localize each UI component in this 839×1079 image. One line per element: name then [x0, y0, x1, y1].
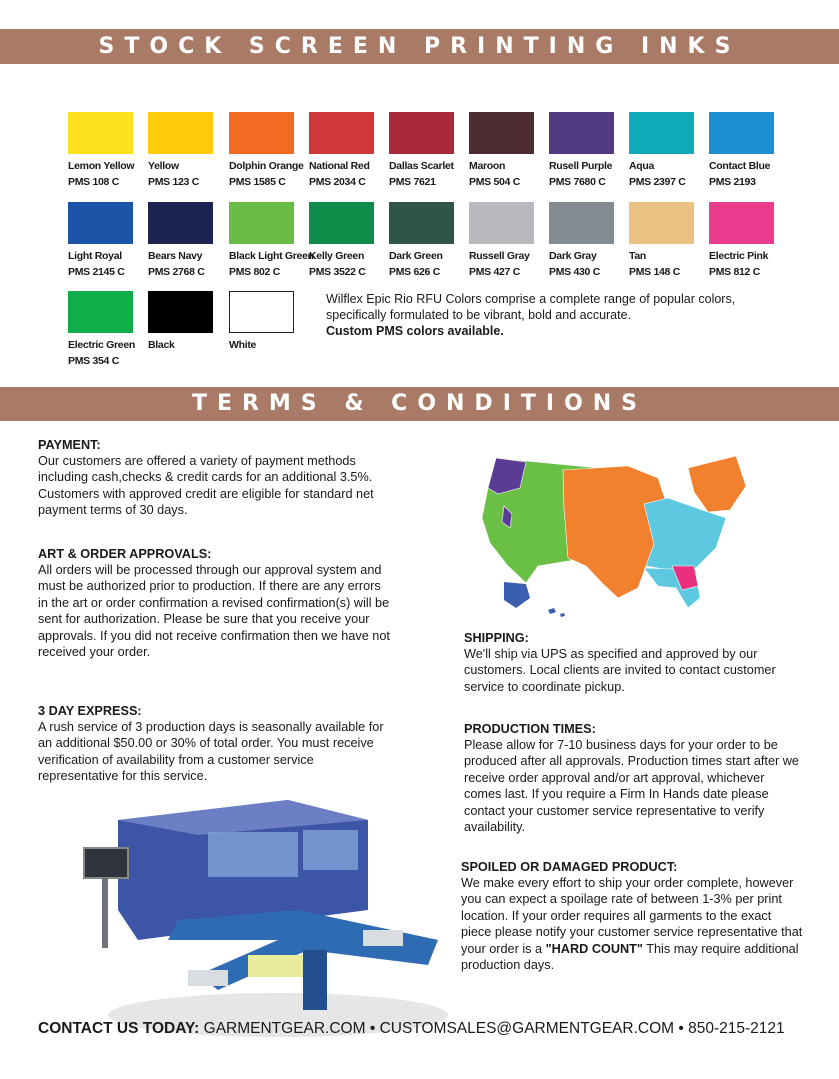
swatch-name: Bears Navy: [148, 250, 203, 262]
swatch-chip: [148, 202, 213, 244]
swatch-electric-green: [68, 291, 135, 369]
press-base: [303, 950, 327, 1010]
swatch-contact-blue: [709, 112, 774, 190]
swatch-lemon-yellow: [68, 112, 134, 190]
swatch-pms: PMS 430 C: [549, 266, 600, 278]
swatch-yellow: [148, 112, 213, 190]
swatch-pms: PMS 123 C: [148, 176, 199, 188]
swatch-pms: PMS 2145 C: [68, 266, 125, 278]
swatch-name: Electric Green: [68, 339, 136, 351]
swatch-name: Aqua: [629, 160, 655, 172]
swatch-pms: PMS 504 C: [469, 176, 520, 188]
rio-note-text: Wilflex Epic Rio RFU Colors comprise a complete range of popular colors, specifically formulated to be vibrant, bold and accurate.: [326, 292, 736, 322]
contact-label: CONTACT US TODAY:: [38, 1020, 200, 1037]
swatch-name: Tan: [629, 250, 646, 262]
stock-inks-header: STOCK SCREEN PRINTING INKS: [0, 29, 839, 64]
swatch-chip: [68, 112, 133, 154]
swatch-name: Contact Blue: [709, 160, 771, 172]
spoiled-body-post: This may require additional production days.: [461, 941, 799, 973]
swatch-chip: [229, 202, 294, 244]
swatch-bears-navy: [148, 202, 213, 280]
swatch-pms: PMS 802 C: [229, 266, 280, 278]
swatch-name: National Red: [309, 160, 370, 172]
swatch-dallas-scarlet: [389, 112, 454, 190]
swatch-chip: [709, 202, 774, 244]
art-approvals-section: [38, 546, 394, 660]
express-title: 3 DAY EXPRESS:: [38, 704, 142, 718]
swatch-pms: PMS 2768 C: [148, 266, 205, 278]
swatch-maroon: [469, 112, 534, 190]
swatch-name: Electric Pink: [709, 250, 769, 262]
swatch-pms: PMS 108 C: [68, 176, 119, 188]
swatch-dark-green: [389, 202, 454, 280]
dryer-window: [208, 832, 298, 877]
swatch-chip: [229, 112, 294, 154]
terms-header: TERMS & CONDITIONS: [0, 387, 839, 421]
swatch-name: Yellow: [148, 160, 179, 172]
swatch-chip: [68, 202, 133, 244]
production-section: [464, 721, 804, 835]
platen-2: [363, 930, 403, 946]
swatch-chip: [469, 112, 534, 154]
hard-count-text: "HARD COUNT": [545, 941, 643, 956]
shipping-title: SHIPPING:: [464, 631, 529, 645]
us-map-illustration: [468, 448, 768, 623]
swatch-pms: PMS 354 C: [68, 355, 119, 367]
swatch-pms: PMS 2397 C: [629, 176, 686, 188]
swatch-chip: [309, 112, 374, 154]
production-body: Please allow for 7-10 business days for your order to be produced after all approvals. Production times start after we receive order approval and/or art approval, whichever comes last. If you require a Firm In Hands date please contact your customer service representative to verify availability.: [464, 738, 799, 835]
swatch-name: Light Royal: [68, 250, 122, 262]
swatch-pms: PMS 1585 C: [229, 176, 286, 188]
swatch-russell-gray: [469, 202, 534, 280]
custom-pms-note: Custom PMS colors available.: [326, 324, 504, 338]
shipping-body: We'll ship via UPS as specified and approved by our customers. Local clients are invited to contact customer service to coordinate pickup.: [464, 647, 776, 694]
art-approvals-title: ART & ORDER APPROVALS:: [38, 547, 212, 561]
swatch-pms: PMS 7621: [389, 176, 436, 188]
swatch-chip: [309, 202, 374, 244]
production-title: PRODUCTION TIMES:: [464, 722, 596, 736]
express-section: [38, 703, 394, 785]
swatch-name: White: [229, 339, 257, 351]
swatch-name: Dolphin Orange: [229, 160, 304, 172]
swatch-name: Dark Gray: [549, 250, 597, 262]
swatch-national-red: [309, 112, 374, 190]
swatch-chip: [148, 112, 213, 154]
contact-details: GARMENTGEAR.COM • CUSTOMSALES@GARMENTGEAR.COM • 850-215-2121: [199, 1020, 785, 1037]
swatch-light-royal: [68, 202, 133, 280]
swatch-kelly-green: [309, 202, 374, 280]
swatch-chip: [229, 291, 294, 333]
swatch-name: Black: [148, 339, 175, 351]
spoiled-body: [461, 875, 803, 973]
swatch-pms: PMS 427 C: [469, 266, 520, 278]
swatch-name: Black Light Green: [229, 250, 314, 262]
spoiled-section: [461, 859, 803, 973]
swatch-pms: PMS 3522 C: [309, 266, 366, 278]
swatch-rusell-purple: [549, 112, 614, 190]
shipping-section: [464, 630, 804, 695]
express-body: A rush service of 3 production days is seasonally available for an additional $50.00 or 30% of total order. You must receive verification of availability from a customer service representative for this service.: [38, 720, 384, 784]
swatch-pms: PMS 148 C: [629, 266, 680, 278]
swatch-chip: [389, 112, 454, 154]
swatch-name: Rusell Purple: [549, 160, 613, 172]
swatch-dark-gray: [549, 202, 614, 280]
swatch-name: Kelly Green: [309, 250, 365, 262]
platen-3: [188, 970, 228, 986]
swatch-black-light-green: [229, 202, 314, 280]
swatch-name: Dark Green: [389, 250, 443, 262]
swatch-chip: [389, 202, 454, 244]
swatch-chip: [549, 202, 614, 244]
spoiled-title: SPOILED OR DAMAGED PRODUCT:: [461, 860, 678, 874]
swatch-white: [229, 291, 294, 353]
control-monitor: [84, 848, 128, 878]
payment-section: [38, 437, 394, 519]
swatch-chip: [549, 112, 614, 154]
swatch-chip: [469, 202, 534, 244]
swatch-chip: [148, 291, 213, 333]
payment-title: PAYMENT:: [38, 438, 101, 452]
monitor-stand: [102, 878, 108, 948]
art-approvals-body: All orders will be processed through our approval system and must be authorized prior to production. If there are any errors in the art or order confirmation a revised confirmation(s) will be sent for authorization. Please be sure that you receive your approvals. If you did not receive confirmation then we have not received your order.: [38, 563, 390, 660]
screen-printing-press-image: [78, 790, 458, 1040]
swatch-chip: [709, 112, 774, 154]
swatch-name: Lemon Yellow: [68, 160, 135, 172]
rio-note: [326, 291, 786, 339]
spoiled-body-pre: We make every effort to ship your order complete, however you can expect a spoilage rate of between 1-3% per print location. If your order requires all garments to the exact piece please notify your customer service representative that your order is a: [461, 876, 803, 956]
swatch-tan: [629, 202, 694, 280]
payment-body: Our customers are offered a variety of payment methods including cash,checks & credit cards for an additional 3.5%. Customers with approved credit are eligible for standard net payment terms of 30 days.: [38, 454, 374, 518]
contact-footer: [38, 1020, 785, 1038]
swatch-pms: PMS 7680 C: [549, 176, 606, 188]
swatch-pms: PMS 2034 C: [309, 176, 366, 188]
dryer-window-2: [303, 830, 358, 870]
swatch-pms: PMS 2193: [709, 176, 756, 188]
swatch-chip: [629, 202, 694, 244]
swatch-name: Dallas Scarlet: [389, 160, 454, 172]
swatch-name: Russell Gray: [469, 250, 530, 262]
swatch-black: [148, 291, 213, 353]
swatch-chip: [68, 291, 133, 333]
swatch-electric-pink: [709, 202, 774, 280]
swatch-chip: [629, 112, 694, 154]
swatch-aqua: [629, 112, 694, 190]
swatch-pms: PMS 626 C: [389, 266, 440, 278]
swatch-pms: PMS 812 C: [709, 266, 760, 278]
swatch-name: Maroon: [469, 160, 506, 172]
swatch-dolphin-orange: [229, 112, 304, 190]
platen-1: [248, 955, 308, 977]
